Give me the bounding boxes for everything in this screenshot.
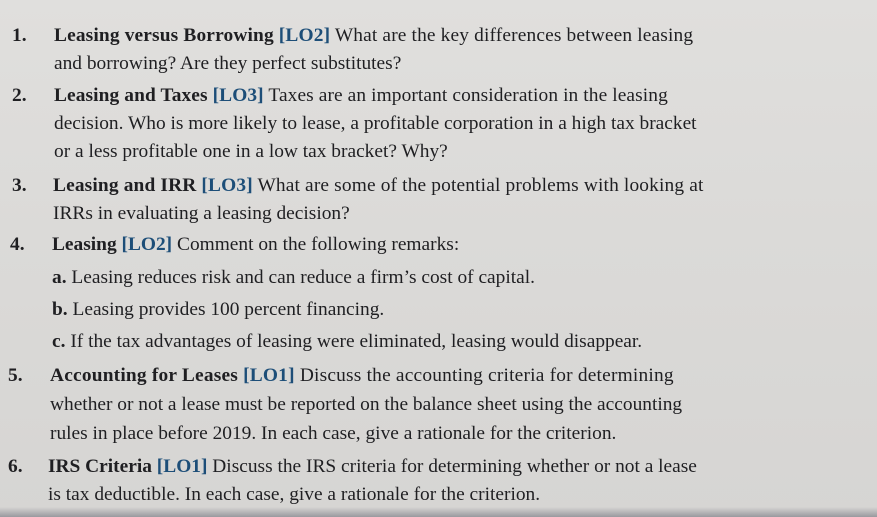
question-text-line: IRRs in evaluating a leasing decision? [53,203,350,224]
sub-item-c [52,328,642,356]
question-title: IRS Criteria [48,456,152,477]
question-title: Leasing and IRR [53,175,197,196]
question-text: What are some of the potential problems with looking at [257,175,704,196]
question-text-line: or a less profitable one in a low tax bracket? Why? [54,141,448,162]
question-title: Leasing [52,234,117,255]
sub-item-letter: b. [52,299,68,320]
question-number: 3. [12,175,27,196]
question-text: Comment on the following remarks: [177,234,460,255]
question-text: Taxes are an important consideration in the leasing [268,85,668,106]
question-first-line [52,231,459,259]
question-text: Discuss the accounting criteria for determining [299,365,674,386]
question-text-line: whether or not a lease must be reported on the balance sheet using the accounting [50,394,683,415]
page-bottom-shadow [0,507,877,517]
learning-objective-tag: [LO3] [212,85,264,106]
learning-objective-tag: [LO1] [243,365,295,386]
question-number: 4. [10,234,25,255]
question-title: Leasing and Taxes [54,85,208,106]
question-first-line [53,172,704,200]
sub-item-a [52,264,535,292]
question-title: Leasing versus Borrowing [54,25,274,46]
question-number: 1. [12,25,27,46]
sub-item-text: If the tax advantages of leasing were eliminated, leasing would disappear. [70,331,643,352]
question-text: Discuss the IRS criteria for determining whether or not a lease [212,456,697,477]
learning-objective-tag: [LO3] [201,175,253,196]
question-first-line [48,453,697,481]
question-number: 2. [12,85,27,106]
learning-objective-tag: [LO1] [156,456,208,477]
learning-objective-tag: [LO2] [278,25,331,46]
question-title: Accounting for Leases [50,365,239,386]
sub-item-b [52,296,384,324]
question-first-line [54,22,693,50]
question-number: 6. [8,456,23,477]
question-text-line: and borrowing? Are they perfect substitutes? [54,53,402,74]
sub-item-text: Leasing reduces risk and can reduce a firm’s cost of capital. [71,267,535,288]
sub-item-text: Leasing provides 100 percent financing. [72,299,385,320]
question-text-line: rules in place before 2019. In each case, give a rationale for the criterion. [50,423,617,444]
question-number: 5. [8,365,23,386]
question-text-line: is tax deductible. In each case, give a rationale for the criterion. [48,484,541,505]
learning-objective-tag: [LO2] [121,234,173,255]
sub-item-letter: c. [52,331,66,352]
sub-item-letter: a. [52,267,67,288]
question-text: What are the key differences between leasing [334,25,694,46]
question-first-line [54,82,668,110]
question-first-line [50,362,674,390]
question-text-line: decision. Who is more likely to lease, a profitable corporation in a high tax bracket [54,113,697,134]
